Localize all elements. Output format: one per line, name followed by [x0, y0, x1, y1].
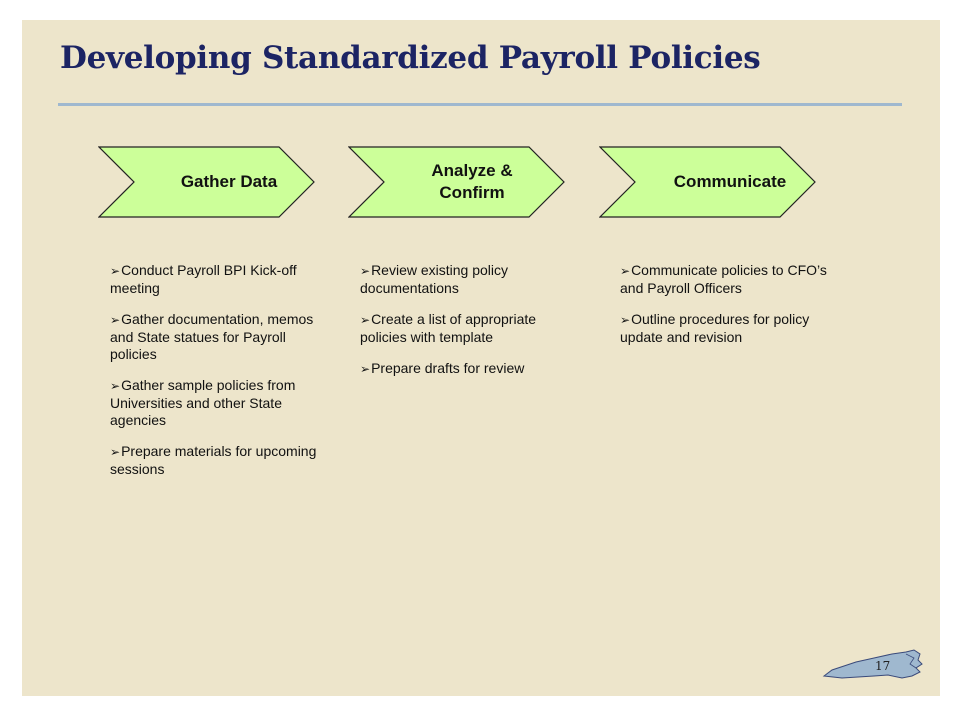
north-carolina-map-icon — [822, 648, 926, 680]
list-item — [620, 262, 830, 297]
arrowhead-bullet-icon: ➢ — [110, 379, 121, 393]
step-chevron-gather-data — [98, 146, 316, 218]
slide — [22, 20, 940, 696]
bullet-text: Review existing policy documentations — [360, 262, 509, 296]
list-item — [110, 443, 320, 478]
list-item — [110, 311, 320, 363]
slide-title: Developing Standardized Payroll Policies — [60, 40, 761, 76]
step-chevron-communicate — [599, 146, 817, 218]
list-item — [360, 262, 570, 297]
bullet-text: Gather documentation, memos and State statues for Payroll policies — [110, 311, 314, 362]
step-bullets-communicate — [620, 262, 830, 360]
arrowhead-bullet-icon: ➢ — [620, 264, 631, 278]
list-item — [620, 311, 830, 346]
arrowhead-bullet-icon: ➢ — [620, 313, 631, 327]
page-number: 17 — [875, 659, 891, 673]
step-bullets-analyze-confirm — [360, 262, 570, 392]
bullet-text: Communicate policies to CFO’s and Payroll Officers — [620, 262, 827, 296]
arrowhead-bullet-icon: ➢ — [360, 264, 371, 278]
bullet-text: Prepare drafts for review — [371, 360, 525, 376]
arrowhead-bullet-icon: ➢ — [110, 445, 121, 459]
bullet-text: Outline procedures for policy update and revision — [620, 311, 810, 345]
title-divider — [58, 103, 902, 106]
step-label: Gather Data — [180, 172, 278, 191]
bullet-text: Prepare materials for upcoming sessions — [110, 443, 317, 477]
arrowhead-bullet-icon: ➢ — [110, 264, 121, 278]
list-item — [110, 377, 320, 429]
arrowhead-bullet-icon: ➢ — [110, 313, 121, 327]
arrowhead-bullet-icon: ➢ — [360, 313, 371, 327]
bullet-text: Conduct Payroll BPI Kick-off meeting — [110, 262, 297, 296]
arrowhead-bullet-icon: ➢ — [360, 362, 371, 376]
bullet-text: Create a list of appropriate policies with template — [360, 311, 537, 345]
list-item — [360, 360, 570, 378]
list-item — [360, 311, 570, 346]
step-bullets-gather-data — [110, 262, 320, 492]
bullet-text: Gather sample policies from Universities and other State agencies — [110, 377, 296, 428]
step-label: Communicate — [673, 172, 787, 191]
list-item — [110, 262, 320, 297]
step-label: Analyze & Confirm — [431, 161, 513, 202]
step-chevron-analyze-confirm — [348, 146, 566, 218]
